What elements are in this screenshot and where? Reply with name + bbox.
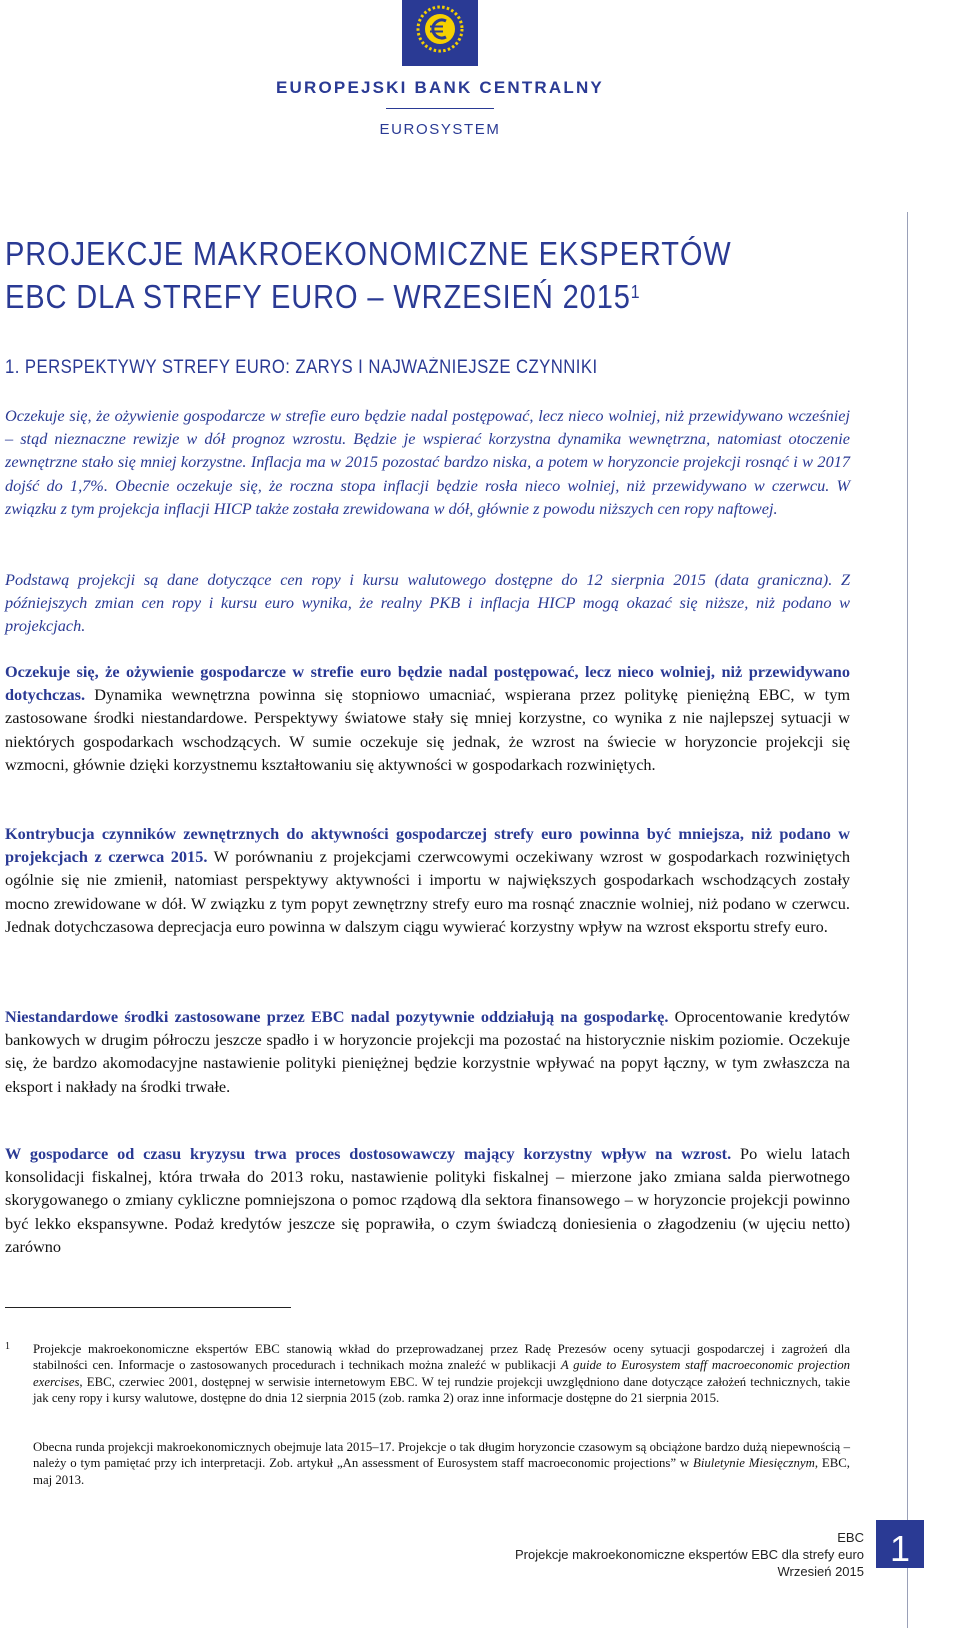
ecb-logo bbox=[402, 0, 478, 66]
page-number: 1 bbox=[876, 1520, 924, 1568]
body-paragraph-2 bbox=[5, 822, 850, 938]
footer-date: Wrzesień 2015 bbox=[777, 1564, 864, 1579]
section-heading: 1. PERSPEKTYWY STREFY EURO: ZARYS I NAJWAŻNIEJSZE CZYNNIKI bbox=[5, 357, 598, 378]
paragraph-body: Po wielu latach konsolidacji fiskalnej, która trwała do 2013 roku, nastawienie polityki fiskalnej – mierzone jako zmiana salda pierwotnego skorygowanego o zmiany cykliczne pomniejszona o pomoc rządową dla sektora finansowego – w horyzoncie projekcji powinno być lekko ekspansywne. Podaż kredytów jeszcze się poprawiła, o czym świadczą doniesienia o złagodzeniu (w ujęciu netto) zarówno bbox=[5, 1144, 850, 1256]
euro-symbol-icon bbox=[402, 0, 478, 66]
paragraph-body: W porównaniu z projekcjami czerwcowymi oczekiwany wzrost w gospodarkach rozwiniętych ogólnie się nie zmienił, natomiast perspektywy aktywności i importu w największych gospodarkach wschodzących zostały mocno zrewidowane w dół. W związku z tym popyt zewnętrzny strefy euro ma rosnąć znacznie wolniej, niż podano w czerwcu. Jednak dotychczasowa deprecjacja euro powinna w dalszym ciągu wywierać korzystny wpływ na wzrost eksportu strefy euro. bbox=[5, 847, 850, 936]
footnote-mark: 1 bbox=[5, 1341, 10, 1352]
logo-bank-name: EUROPEJSKI BANK CENTRALNY bbox=[276, 78, 604, 97]
paragraph-body: Oprocentowanie kredytów bankowych w drugim półroczu jeszcze spadło i w horyzoncie projekcji ma pozostać na historycznie niskim poziomie. Oczekuje się, że bardzo akomodacyjne nastawienie polityki pieniężnej będzie korzystnie wpływać na popyt łączny, w tym zwłaszcza na eksport i nakłady na środki trwałe. bbox=[5, 1007, 850, 1096]
footnote-part: , EBC, czerwiec 2001, dostępnej w serwisie internetowym EBC. W tej rundzie projekcji uwzględniono dane dotyczące założeń technicznych, takie jak ceny ropy i kursy walutowe, dostępne do dnia 12 sierpnia 2015 (zob. ramka 2) oraz inne informacje dostępne do 21 sierpnia 2015. bbox=[33, 1374, 850, 1406]
paragraph-lead: W gospodarce od czasu kryzysu trwa proces dostosowawczy mający korzystny wpływ na wzrost. bbox=[5, 1144, 732, 1163]
body-paragraph-3 bbox=[5, 1005, 850, 1098]
summary-paragraph-1: Oczekuje się, że ożywienie gospodarcze w strefie euro będzie nadal postępować, lecz nieco wolniej, niż przewidywano wcześniej – stąd nieznaczne rewizje w dół prognoz wzrostu. Będzie je wspierać korzystna dynamika wewnętrzna, natomiast otoczenie zewnętrzne stało się mniej korzystne. Inflacja ma w 2015 pozostać bardzo niska, a potem w horyzoncie projekcji rosnąć i w 2017 dojść do 1,7%. Obecnie oczekuje się, że roczna stopa inflacji będzie rosła nieco wolniej, niż przewidywano w czerwcu. W związku z tym projekcja inflacji HICP także została zrewidowana w dół, głównie z powodu niższych cen ropy naftowej. bbox=[5, 406, 850, 518]
document-title bbox=[5, 232, 762, 318]
footer-publisher: EBC bbox=[837, 1530, 864, 1545]
paragraph-lead: Oczekuje się, że ożywienie gospodarcze w strefie euro będzie nadal postępować, lecz nieco wolniej, niż przewidywano dotychczas. bbox=[5, 662, 850, 705]
document-title-text: PROJEKCJE MAKROEKONOMICZNE EKSPERTÓW EBC DLA STREFY EURO – WRZESIEŃ 2015 bbox=[5, 235, 732, 315]
logo-divider bbox=[386, 108, 494, 109]
footnote-publication-title: A guide to Eurosystem staff macroeconomic projection exercises bbox=[33, 1358, 850, 1389]
body-paragraph-4 bbox=[5, 1142, 850, 1258]
footnote-text-2 bbox=[33, 1439, 850, 1488]
footnote-part: Obecna runda projekcji makroekonomicznych obejmuje lata 2015–17. Projekcje o tak długim horyzoncie czasowym są obciążone bardzo dużą niepewnością – należy o tym pamiętać przy ich interpretacji. Zob. artykuł „An assessment of Eurosystem staff macroeconomic projections” w bbox=[33, 1440, 850, 1471]
paragraph-body: Dynamika wewnętrzna powinna się stopniowo umacniać, wspierana przez politykę pieniężną EBC, w tym zastosowane środki niestandardowe. Perspektywy światowe stały się mniej korzystne, co wynika z nie najlepszej sytuacji w niektórych gospodarkach wschodzących. W sumie oczekuje się jednak, że wzrost na świecie w horyzoncie projekcji się wzmocni, głównie dzięki korzystnemu kształtowaniu się aktywności w gospodarkach rozwiniętych. bbox=[5, 685, 850, 774]
margin-rule bbox=[907, 212, 908, 1628]
summary-paragraph-2: Podstawą projekcji są dane dotyczące cen ropy i kursu walutowego dostępne do 12 sierpnia 2015 (data graniczna). Z późniejszych zmian cen ropy i kursu euro wynika, że realny PKB i inflacja HICP mogą okazać się niższe, niż podano w projekcjach. bbox=[5, 570, 850, 636]
footer-publication: Projekcje makroekonomiczne ekspertów EBC dla strefy euro bbox=[515, 1547, 864, 1562]
title-footnote-mark[interactable]: 1 bbox=[630, 282, 641, 302]
body-paragraph-1 bbox=[5, 660, 850, 776]
footnote-part: Projekcje makroekonomiczne ekspertów EBC stanowią wkład do przeprowadzanej przez Radę Prezesów oceny sytuacji gospodarczej i zagrożeń dla stabilności cen. Informacje o zastosowanych procedurach i technikach można znaleźć w publikacji bbox=[33, 1342, 850, 1373]
footnote-part: , EBC, maj 2013. bbox=[33, 1456, 850, 1487]
paragraph-lead: Niestandardowe środki zastosowane przez EBC nadal pozytywnie oddziałują na gospodarkę. bbox=[5, 1007, 669, 1026]
paragraph-lead: Kontrybucja czynników zewnętrznych do aktywności gospodarczej strefy euro powinna być mniejsza, niż podano w projekcjach z czerwca 2015. bbox=[5, 824, 850, 867]
footnote-separator bbox=[5, 1307, 291, 1308]
footnote-text-1 bbox=[33, 1341, 850, 1407]
footnote-journal-title: Biuletynie Miesięcznym bbox=[693, 1456, 815, 1471]
logo-eurosystem: EUROSYSTEM bbox=[379, 121, 501, 138]
